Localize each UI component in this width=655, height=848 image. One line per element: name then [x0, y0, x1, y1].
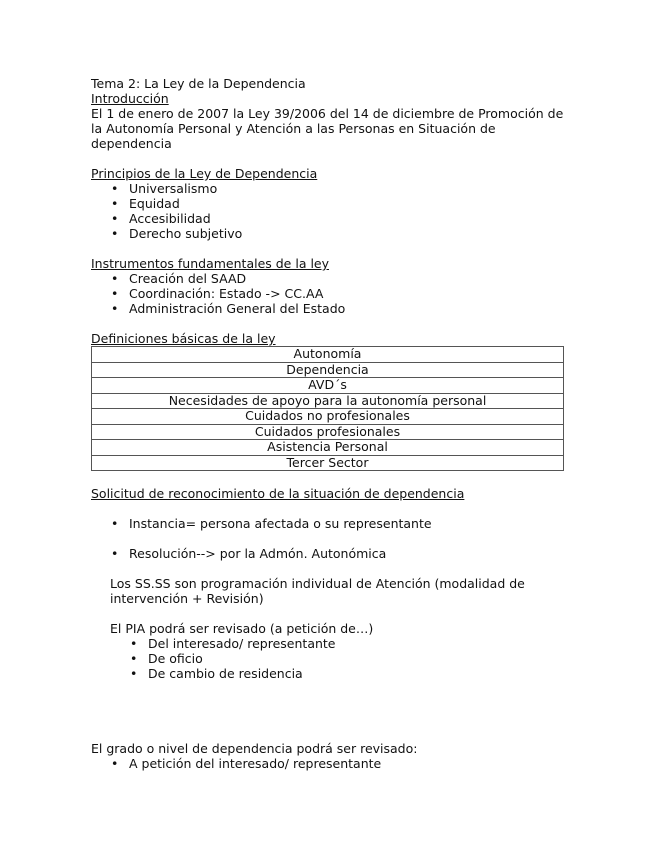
instruments-list	[91, 271, 571, 316]
table-cell: Autonomía	[92, 347, 564, 363]
intro-text: El 1 de enero de 2007 la Ley 39/2006 del 14 de diciembre de Promoción de la Autonomía Personal y Atención a las Personas en Situación de dependencia	[91, 106, 564, 151]
list-item: • Resolución--> por la Admón. Autonómica	[91, 546, 571, 561]
intro-heading: Introducción	[91, 91, 169, 106]
instruments-heading: Instrumentos fundamentales de la ley	[91, 256, 330, 271]
list-item: • Universalismo	[91, 181, 571, 196]
table-cell: Cuidados profesionales	[92, 424, 564, 440]
pia-text: El PIA podrá ser revisado (a petición de…)	[110, 621, 374, 636]
definitions-table	[91, 346, 564, 471]
table-cell: AVD´s	[92, 378, 564, 394]
request-list-1	[91, 516, 571, 531]
list-item: • Derecho subjetivo	[91, 226, 571, 241]
definitions-heading: Definiciones básicas de la ley	[91, 331, 276, 346]
list-item: • Del interesado/ representante	[91, 636, 571, 651]
list-item: • Instancia= persona afectada o su representante	[91, 516, 571, 531]
pia-list	[91, 636, 571, 681]
list-item: • De oficio	[91, 651, 571, 666]
list-item: • Creación del SAAD	[91, 271, 571, 286]
request-heading: Solicitud de reconocimiento de la situación de dependencia	[91, 486, 465, 501]
list-item: • De cambio de residencia	[91, 666, 571, 681]
table-cell: Asistencia Personal	[92, 440, 564, 456]
list-item: • A petición del interesado/ representante	[91, 756, 571, 771]
ssss-text: Los SS.SS son programación individual de Atención (modalidad de intervención + Revisión)	[110, 576, 525, 606]
table-cell: Cuidados no profesionales	[92, 409, 564, 425]
grade-text: El grado o nivel de dependencia podrá ser revisado:	[91, 741, 418, 756]
table-cell: Tercer Sector	[92, 455, 564, 471]
list-item: • Equidad	[91, 196, 571, 211]
doc-title: Tema 2: La Ley de la Dependencia	[91, 76, 306, 91]
table-cell: Necesidades de apoyo para la autonomía personal	[92, 393, 564, 409]
document-page	[91, 76, 571, 771]
table-cell: Dependencia	[92, 362, 564, 378]
list-item: • Coordinación: Estado -> CC.AA	[91, 286, 571, 301]
grade-list	[91, 756, 571, 771]
principles-heading: Principios de la Ley de Dependencia	[91, 166, 318, 181]
list-item: • Administración General del Estado	[91, 301, 571, 316]
list-item: • Accesibilidad	[91, 211, 571, 226]
request-list-2	[91, 546, 571, 561]
principles-list	[91, 181, 571, 241]
